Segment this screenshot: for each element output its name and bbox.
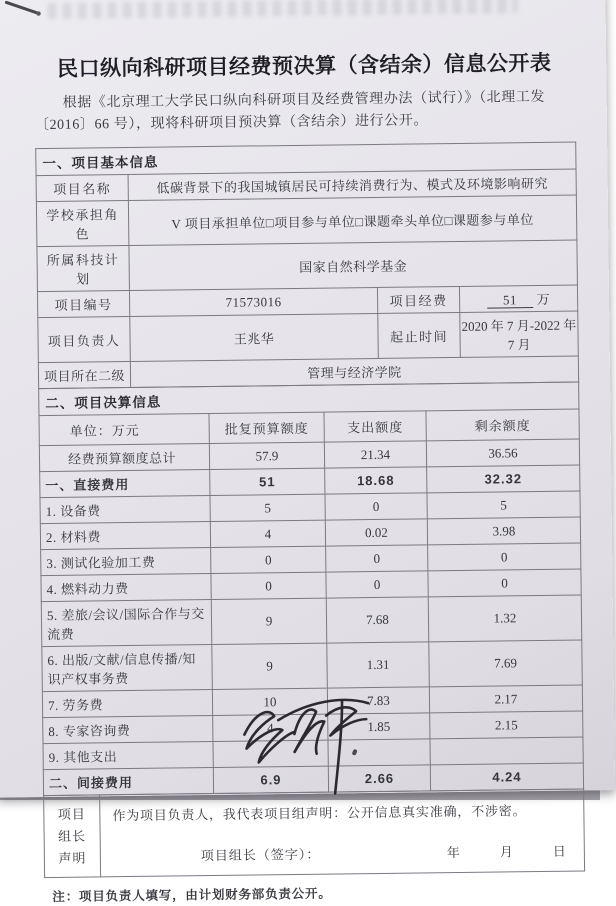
declaration-label-line: 声明 [58,850,87,866]
row-remaining: 4.24 [430,763,583,791]
declaration-statement: 作为项目负责人，我代表项目组声明：公开信息真实准确，不涉密。 [112,803,527,824]
pi-label: 项目负责人 [38,317,131,363]
row-spent: 18.68 [325,467,427,494]
funding-label: 项目经费 [377,287,459,314]
row-approved [213,740,328,767]
row-spent: 0 [325,493,427,520]
row-spent: 2.66 [328,765,430,792]
row-remaining: 2.17 [429,685,582,713]
row-spent: 0 [326,571,428,598]
project-number-value: 71573016 [129,288,377,317]
basic-info-table [35,142,579,390]
table-row [44,789,585,878]
row-remaining: 0 [428,569,581,597]
row-spent: 21.34 [324,441,426,468]
page-title: 民口纵向科研项目经费预决算（含结余）信息公开表 [56,50,552,81]
funding-unit: 万 [536,292,551,308]
funding-amount: 51 [487,292,533,309]
budget-table [38,382,584,797]
row-label: 9. 其他支出 [43,742,213,770]
period-value: 2020 年 7 月-2022 年 7 月 [460,311,579,357]
row-label: 5. 差旅/会议/国际合作与交流费 [41,600,212,647]
period-label: 起止时间 [378,313,461,359]
row-remaining: 1.32 [428,595,582,642]
sign-label: 项目组长（签字）： [200,847,321,864]
intro-paragraph: 根据《北京理工大学民口纵向科研项目及经费管理办法（试行）》（北理工发〔2016〕66 号），现将科研项目预决算（含结余）进行公开。 [34,89,546,133]
row-label: 一、直接费用 [40,470,210,498]
declaration-label-line: 组长 [58,828,87,844]
project-name-value: 低碳背景下的我国城镇居民可持续消费行为、模式及环境影响研究 [128,169,576,200]
row-approved: 4 [210,520,325,547]
school-role-value: V 项目承担单位□项目参与单位□课题牵头单位□课题参与单位 [128,195,577,245]
row-remaining: 32.32 [427,465,580,493]
row-approved: 51 [210,468,325,495]
row-spent: 1.85 [328,713,430,740]
project-name-label: 项目名称 [36,175,128,202]
row-remaining: 36.56 [426,439,579,467]
row-remaining: 3.98 [427,517,580,545]
column-header-spent: 支出额度 [324,411,426,442]
row-label: 7. 劳务费 [42,690,212,718]
row-approved: 57.9 [209,442,324,469]
signature-row [113,841,576,866]
row-label: 1. 设备费 [40,496,210,524]
row-approved: 4 [213,714,328,741]
row-label: 6. 出版/文献/信息传播/知识产权事务费 [42,645,213,692]
school-role-label: 学校承担角色 [36,201,129,247]
row-remaining [430,737,583,765]
row-approved: 10 [212,688,327,715]
section-title-basic-info: 一、项目基本信息 [36,142,576,176]
row-approved: 0 [211,572,326,599]
row-spent: 7.83 [327,687,429,714]
row-remaining: 5 [427,491,580,519]
column-header-remaining: 剩余额度 [426,409,579,441]
table-row [38,311,579,363]
funding-value [459,285,577,312]
row-label: 二、间接费用 [43,768,213,796]
column-header-unit: 单位：万元 [39,414,209,446]
row-label: 2. 材料费 [40,522,210,550]
column-header-approved: 批复预算额度 [209,412,324,443]
footnote: 注：项目负责人填写，由计划财务部负责公开。 [52,886,332,905]
row-label: 经费预算额度总计 [39,444,209,472]
row-approved: 9 [212,643,328,689]
row-spent: 7.68 [326,597,429,643]
row-label: 3. 测试化验加工费 [41,548,211,576]
row-remaining: 7.69 [429,640,583,687]
row-label: 4. 燃料动力费 [41,574,211,602]
row-spent: 1.31 [327,642,430,688]
dept-value: 管理与经济学院 [130,356,578,387]
declaration-table [43,789,585,879]
row-spent: 0 [326,545,428,572]
dept-label: 项目所在二级 [38,362,130,389]
row-approved: 0 [211,546,326,573]
declaration-body [100,789,585,877]
row-label: 8. 专家咨询费 [43,716,213,744]
row-approved: 5 [210,494,325,521]
day-label: 日 [552,844,566,860]
row-remaining: 2.15 [430,711,583,739]
table-row [42,640,583,692]
row-spent [328,739,430,766]
table-row [41,595,582,647]
project-number-label: 项目编号 [37,291,129,318]
declaration-label [44,795,101,878]
section-title-budget: 二、项目决算信息 [39,382,579,416]
pi-value: 王兆华 [130,314,379,362]
declaration-label-line: 项目 [57,806,86,822]
table-row [36,195,577,247]
table-row [37,240,578,292]
month-label: 月 [499,844,513,860]
program-label: 所属科技计划 [37,246,130,292]
row-remaining: 0 [428,543,581,571]
date-labels [447,841,576,862]
row-spent: 0.02 [325,519,427,546]
program-value: 国家自然科学基金 [129,240,578,290]
row-approved: 9 [211,598,327,644]
year-label: 年 [446,845,460,861]
row-approved: 6.9 [213,766,328,793]
